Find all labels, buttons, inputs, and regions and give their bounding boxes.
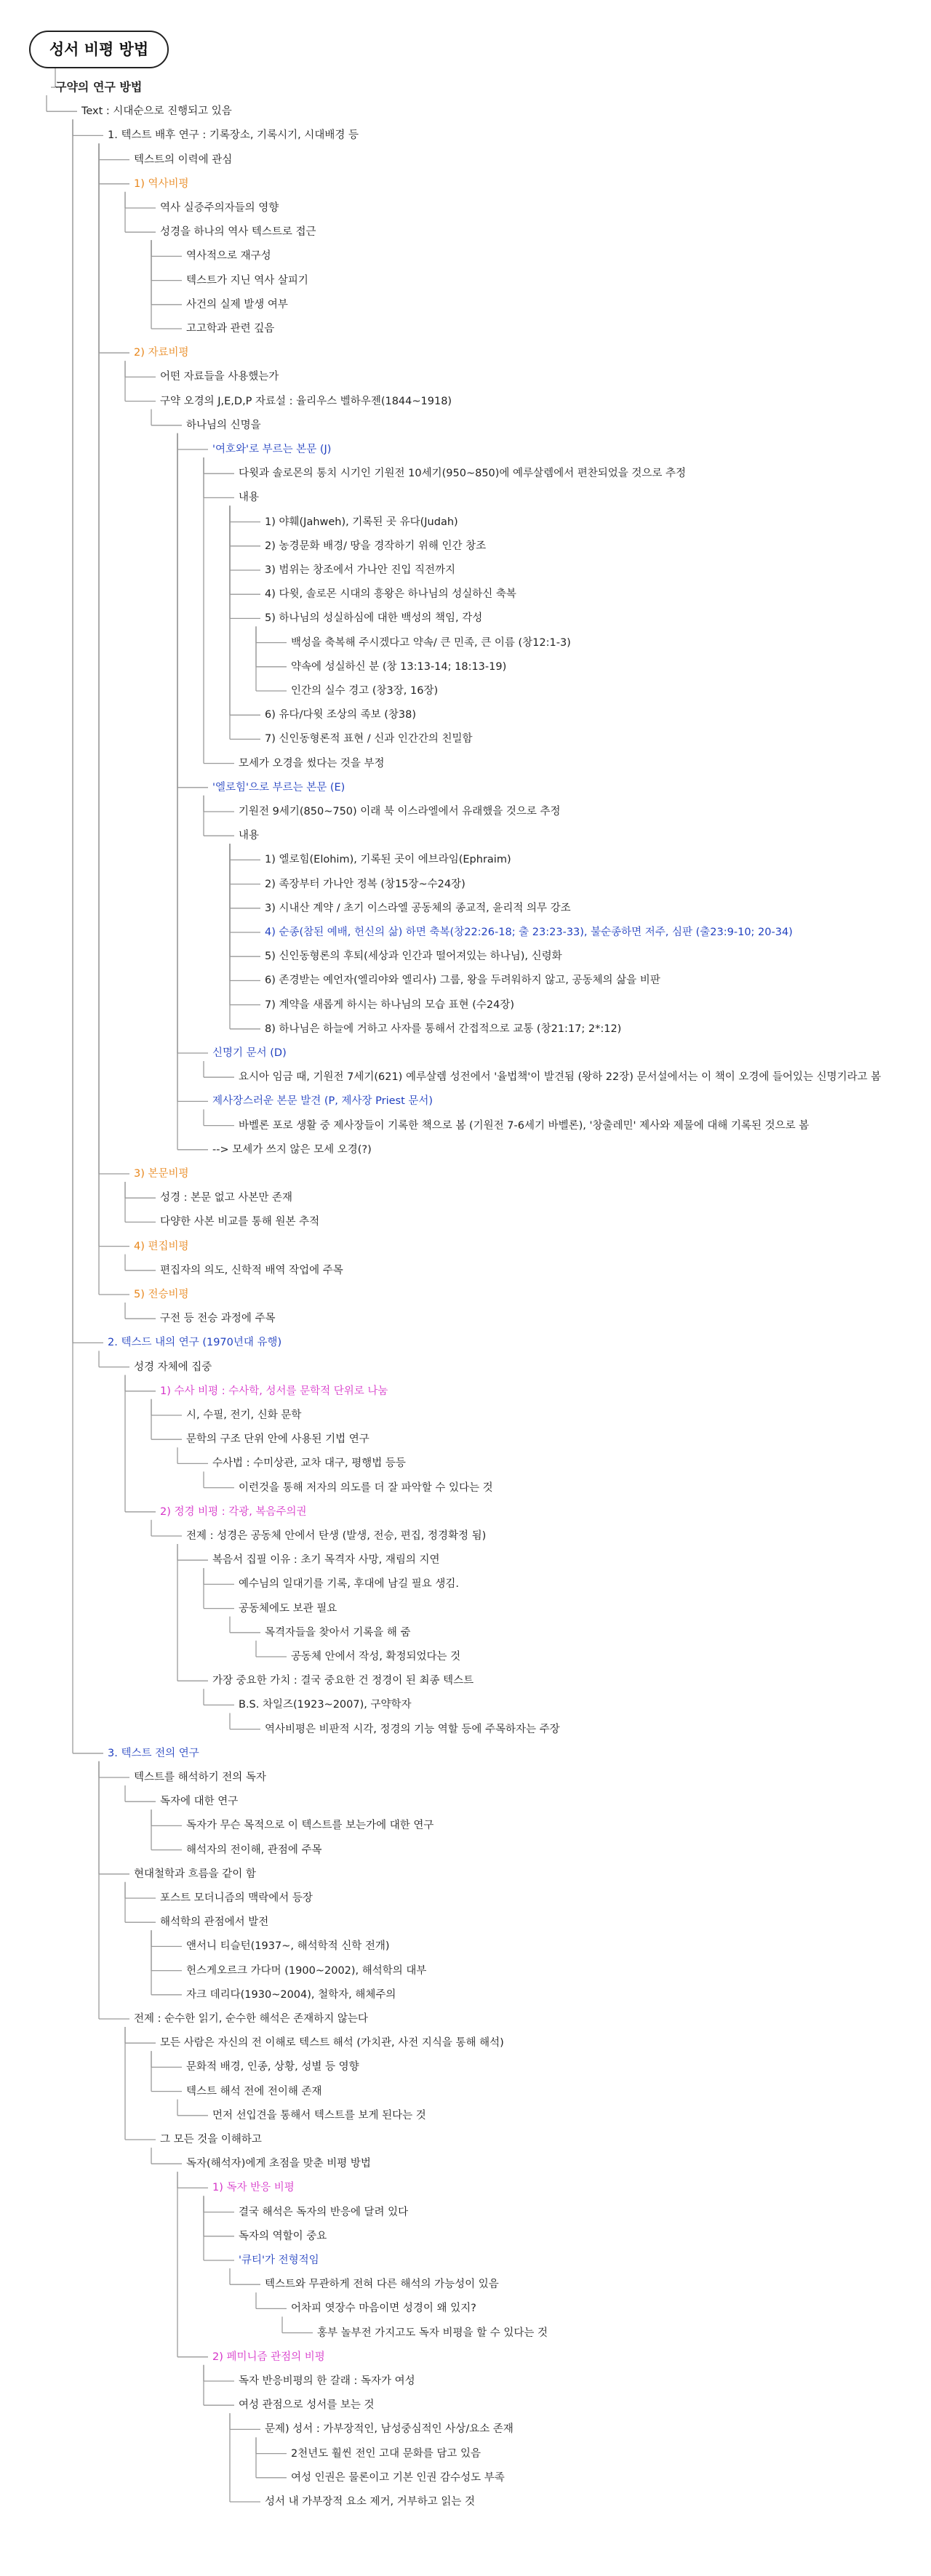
tree-node: 5) 하나님의 성실하심에 대한 백성의 책임, 각성: [265, 612, 483, 625]
tree-node: 1) 역사비평: [134, 177, 189, 190]
tree-node: 시, 수필, 전기, 신화 문학: [186, 1409, 302, 1421]
tree-node: 2) 농경문화 배경/ 땅을 경작하기 위해 인간 창조: [265, 540, 487, 552]
tree-node: 내용: [239, 830, 260, 842]
tree-node: 결국 해석은 독자의 반응에 달려 있다: [239, 2206, 409, 2218]
tree-node: 텍스트가 지닌 역사 살피기: [186, 274, 308, 287]
tree-node: '엘로힘'으로 부르는 본문 (E): [212, 781, 345, 793]
tree-node: 8) 하나님은 하늘에 거하고 사자를 통해서 간접적으로 교통 (창21:17; 2*:12): [265, 1023, 622, 1035]
tree-node: 구약의 연구 방법: [55, 80, 143, 94]
tree-node: 7) 신인동형론적 표현 / 신과 인간간의 친밀함: [265, 733, 473, 745]
tree-node: 모든 사람은 자신의 전 이해로 텍스트 해석 (가치관, 사전 지식을 통해 해석): [160, 2037, 504, 2049]
tree-node: 4) 편집비평: [134, 1240, 189, 1252]
tree-node: 구약 오경의 J,E,D,P 자료설 : 율리우스 벨하우젠(1844~1918): [160, 395, 452, 407]
tree-node: 4) 다윗, 솔로몬 시대의 흥왕은 하나님의 성실하신 축복: [265, 588, 516, 601]
tree-node: 7) 계약을 새롭게 하시는 하나님의 모습 표현 (수24장): [265, 999, 515, 1011]
tree-node: 구전 등 전승 과정에 주목: [160, 1313, 276, 1325]
tree-node: 편집자의 의도, 신학적 배역 작업에 주목: [160, 1264, 343, 1276]
tree-node: 텍스트의 이력에 관심: [134, 153, 233, 166]
tree-node: 2. 텍스드 내의 연구 (1970년대 유행): [108, 1337, 282, 1349]
tree-node: 3) 시내산 계약 / 초기 이스라엘 공동체의 종교적, 윤리적 의무 강조: [265, 902, 571, 914]
tree-node: 다윗과 솔로몬의 통치 시기인 기원전 10세기(950~850)에 예루살렘에서 편찬되었을 것으로 추정: [239, 468, 686, 480]
tree-node: Text : 시대순으로 진행되고 있음: [81, 105, 232, 118]
tree-node: 헌스게오르크 가다머 (1900~2002), 해석학의 대부: [186, 1964, 427, 1977]
tree-node: 현대철학과 흐름을 같이 함: [134, 1868, 256, 1880]
tree-node: B.S. 차일즈(1923~2007), 구약학자: [239, 1699, 412, 1711]
tree-node: 독자에 대한 연구: [160, 1796, 239, 1808]
tree-node: 여성 인권은 물론이고 기본 인권 감수성도 부족: [291, 2471, 505, 2484]
tree-node: 모세가 오경을 썼다는 것을 부정: [239, 757, 385, 769]
tree-node: 어차피 엿장수 마음이면 성경이 왜 있지?: [291, 2303, 476, 2315]
tree-node: 백성을 축복해 주시겠다고 약속/ 큰 민족, 큰 이름 (창12:1-3): [291, 636, 571, 649]
tree-node: 텍스트 해석 전에 전이해 존재: [186, 2085, 322, 2097]
tree-node: 그 모든 것을 이해하고: [160, 2134, 262, 2145]
tree-node: 먼저 선입견을 통해서 텍스트를 보게 된다는 것: [212, 2109, 426, 2121]
tree-node: '큐티'가 전형적임: [239, 2255, 319, 2266]
tree-node: 전제 : 순수한 읽기, 순수한 해석은 존재하지 않는다: [134, 2013, 368, 2025]
tree-node: 여성 관점으로 성서를 보는 것: [239, 2399, 375, 2412]
tree-node: 문화적 배경, 인종, 상황, 성별 등 영향: [186, 2061, 359, 2073]
tree-node: 5) 전승비평: [134, 1289, 189, 1300]
tree-node: 복음서 집필 이유 : 초기 목격자 사망, 재림의 지연: [212, 1554, 440, 1567]
tree-node: 3) 범위는 창조에서 가나안 진입 직전까지: [265, 564, 456, 576]
tree-node: 역사 실증주의자들의 영향: [160, 202, 279, 214]
tree-node: 고고학과 관련 깊음: [186, 323, 275, 335]
tree-node: 1. 텍스트 배후 연구 : 기록장소, 기록시기, 시대배경 등: [108, 129, 359, 142]
root-title: 성서 비평 방법: [29, 31, 169, 68]
tree-node: 공동체에도 보관 필요: [239, 1602, 337, 1615]
tree-node: 독자의 역할이 중요: [239, 2230, 327, 2242]
tree-node: 다양한 사본 비교를 통해 원본 추적: [160, 1216, 320, 1228]
tree-node: 문학의 구조 단위 안에 사용된 기법 연구: [186, 1433, 369, 1446]
tree-node: 이런것을 통해 저자의 의도를 더 잘 파악할 수 있다는 것: [239, 1481, 493, 1494]
tree-node: 요시아 임금 때, 기원전 7세기(621) 예루살렘 성전에서 '율법책'이 발견됨 (왕하 22장) 문서설에서는 이 책이 오경에 들어있는 신명기라고 봄: [239, 1071, 882, 1084]
tree-node: 기원전 9세기(850~750) 이래 북 이스라엘에서 유래했을 것으로 추정: [239, 806, 561, 817]
tree-node: 바벨론 포로 생활 중 제사장들이 기록한 책으로 봄 (기원전 7-6세기 바벨론), '창출레민' 제사와 제물에 대해 기록된 것으로 봄: [239, 1119, 810, 1132]
tree-node: 내용: [239, 492, 260, 504]
tree-node: 2) 정경 비평 : 각광, 복음주의권: [160, 1505, 307, 1518]
tree-node: 문제) 성서 : 가부장적인, 남성중심적인 사상/요소 존재: [265, 2423, 514, 2436]
tree-node: --> 모세가 쓰지 않은 모세 오경(?): [212, 1143, 372, 1156]
tree-node: 해석학의 관점에서 발전: [160, 1916, 269, 1929]
tree-node: 1) 엘로힘(Elohim), 기록된 곳이 에브라임(Ephraim): [265, 854, 511, 866]
tree-node: 목격자들을 찾아서 기록을 해 줌: [265, 1626, 411, 1639]
tree-node: 해석자의 전이해, 관점에 주목: [186, 1844, 322, 1856]
tree-node: 4) 순종(참된 예배, 헌신의 삶) 하면 축복(창22:26-18; 출 23:23-33), 불순종하면 저주, 심판 (출23:9-10; 20-34): [265, 927, 793, 938]
tree-node: 3. 텍스트 전의 연구: [108, 1747, 199, 1759]
tree-node: 6) 유다/다윗 조상의 족보 (창38): [265, 709, 417, 721]
tree-node: 2) 페미니즘 관점의 비평: [212, 2351, 325, 2363]
tree-node: 하나님의 신명을: [186, 419, 261, 431]
tree-node: 1) 독자 반응 비평: [212, 2182, 295, 2194]
tree-node: 어떤 자료들을 사용했는가: [160, 371, 279, 383]
tree-node: 사건의 실제 발생 여부: [186, 298, 288, 311]
tree-node: 독자가 무슨 목적으로 이 텍스트를 보는가에 대한 연구: [186, 1820, 434, 1832]
tree-node: 역사적으로 재구성: [186, 250, 271, 263]
tree-node: 텍스트를 해석하기 전의 독자: [134, 1772, 266, 1783]
tree-node: 앤서니 티슬턴(1937~, 해석학적 신학 전개): [186, 1940, 390, 1953]
tree-node: 자크 데리다(1930~2004), 철학자, 해체주의: [186, 1988, 396, 2001]
tree-node: 성경 : 본문 없고 사본만 존재: [160, 1192, 293, 1204]
tree-node: 2천년도 훨씬 전인 고대 문화를 담고 있음: [291, 2447, 481, 2460]
tree-node: 제사장스러운 본문 발견 (P, 제사장 Priest 문서): [212, 1095, 433, 1108]
tree-node: 인간의 실수 경고 (창3장, 16장): [291, 685, 439, 697]
tree-node: 5) 신인동형론의 후퇴(세상과 인간과 떨어져있는 하나님), 신령화: [265, 951, 562, 963]
tree-node: 역사비평은 비판적 시각, 정경의 기능 역할 등에 주목하자는 주장: [265, 1723, 560, 1735]
tree-node: 공동체 안에서 작성, 확정되었다는 것: [291, 1651, 461, 1663]
tree-node: 1) 수사 비평 : 수사학, 성서를 문학적 단위로 나눔: [160, 1385, 388, 1397]
tree-node: 2) 족장부터 가나안 정복 (창15장~수24장): [265, 878, 466, 890]
tree-node: 2) 자료비평: [134, 347, 189, 359]
tree-node: 독자(해석자)에게 초점을 맞춘 비평 방법: [186, 2158, 371, 2170]
tree-node: 홍부 놀부전 가지고도 독자 비평을 할 수 있다는 것: [317, 2327, 548, 2339]
tree-node: 예수님의 일대기를 기록, 후대에 남길 필요 생김.: [239, 1578, 460, 1591]
tree-node: 포스트 모더니즘의 맥락에서 등장: [160, 1892, 313, 1904]
tree-node: 신명기 문서 (D): [212, 1047, 287, 1059]
tree-node: 독자 반응비평의 한 갈래 : 독자가 여성: [239, 2375, 415, 2387]
tree-node: 전제 : 성경은 공동체 안에서 탄생 (발생, 전승, 편집, 정경확정 됨): [186, 1530, 487, 1542]
tree-node: 성경을 하나의 역사 텍스트로 접근: [160, 226, 316, 239]
tree-node: 6) 존경받는 예언자(엘리야와 엘리사) 그룹, 왕을 두려워하지 않고, 공동체의 삶을 비판: [265, 975, 660, 987]
tree-node: 수사법 : 수미상관, 교차 대구, 평행법 등등: [212, 1457, 406, 1470]
tree-node: 약속에 성실하신 분 (창 13:13-14; 18:13-19): [291, 660, 507, 673]
tree-node: 가장 중요한 가치 : 결국 중요한 건 정경이 된 최종 텍스트: [212, 1675, 474, 1687]
tree-node: 3) 본문비평: [134, 1168, 189, 1180]
tree-node: '여호와'로 부르는 본문 (J): [212, 444, 332, 455]
tree-node: 성경 자체에 집중: [134, 1361, 212, 1373]
tree-node: 1) 야훼(Jahweh), 기록된 곳 유다(Judah): [265, 516, 458, 528]
tree-node: 성서 내 가부장적 요소 제거, 거부하고 읽는 것: [265, 2496, 475, 2508]
tree-node: 텍스트와 무관하게 전혀 다른 해석의 가능성이 있음: [265, 2279, 499, 2291]
